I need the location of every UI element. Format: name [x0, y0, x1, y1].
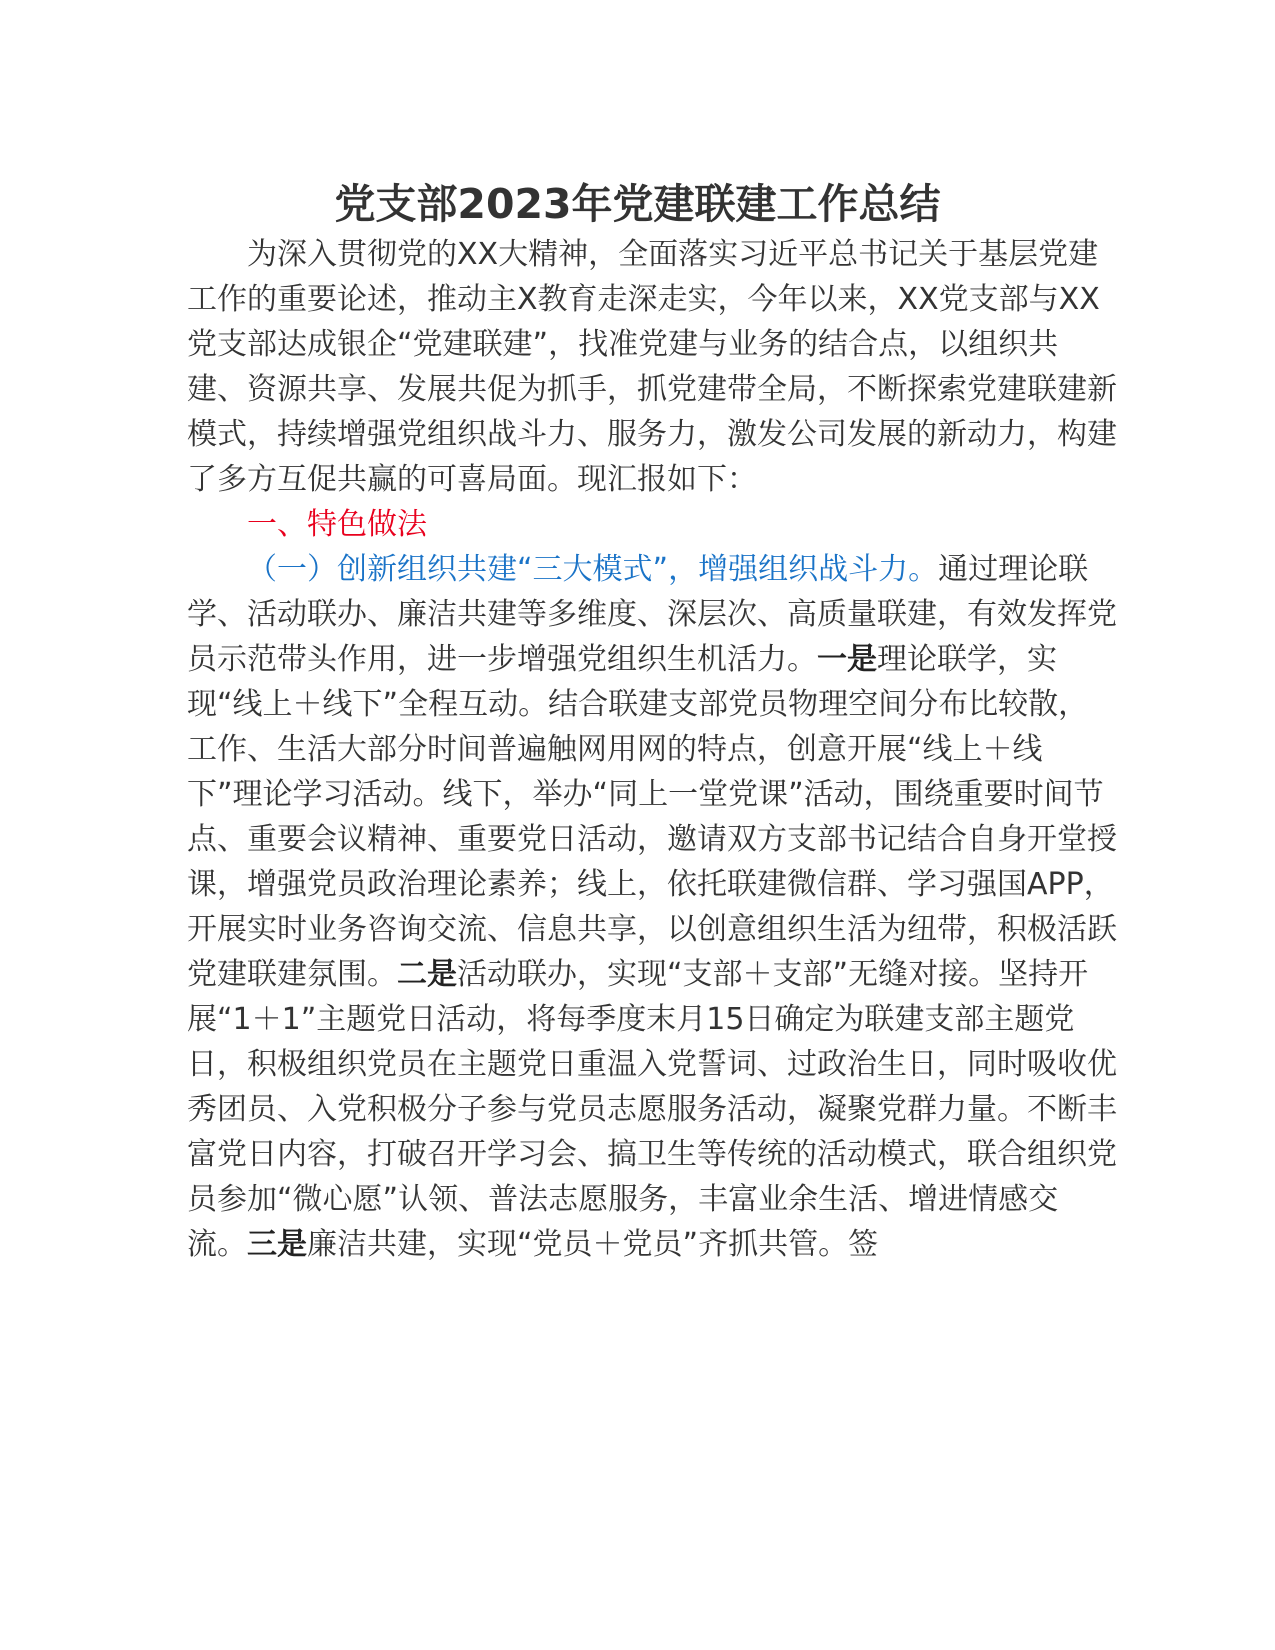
point-label-3: 三是	[247, 1227, 307, 1262]
document-body	[187, 232, 1117, 1267]
subsection-text: 通过理论联学、活动联办、廉洁共建等多维度、深层次、高质量联建，有效发挥党员示范带头作用，进一步增强党组织生机活力。	[187, 552, 1117, 677]
point-text-1: 理论联学，实现“线上＋线下”全程互动。结合联建支部党员物理空间分布比较散，工作、生活大部分时间普遍触网用网的特点，创意开展“线上＋线下”理论学习活动。线下，举办“同上一堂党课”活动，围绕重要时间节点、重要会议精神、重要党日活动，邀请双方支部书记结合自身开堂授课，增强党员政治理论素养；线上，依托联建微信群、学习强国APP，开展实时业务咨询交流、信息共享，以创意组织生活为纽带，积极活跃党建联建氛围。	[187, 642, 1117, 992]
intro-paragraph: 为深入贯彻党的XX大精神，全面落实习近平总书记关于基层党建工作的重要论述，推动主X教育走深走实，今年以来，XX党支部与XX党支部达成银企“党建联建”，找准党建与业务的结合点，以组织共建、资源共享、发展共促为抓手，抓党建带全局，不断探索党建联建新模式，持续增强党组织战斗力、服务力，激发公司发展的新动力，构建了多方互促共赢的可喜局面。现汇报如下：	[187, 237, 1117, 497]
document-title: 党支部2023年党建联建工作总结	[334, 180, 941, 228]
subsection-paragraph	[187, 547, 1117, 1267]
point-label-1: 一是	[817, 642, 877, 677]
section-heading	[187, 502, 1117, 547]
point-text-3: 廉洁共建，实现“党员＋党员”齐抓共管。签	[307, 1227, 879, 1262]
subsection-heading: （一）创新组织共建“三大模式”，增强组织战斗力。	[247, 552, 939, 587]
point-text-2: 活动联办，实现“支部＋支部”无缝对接。坚持开展“1＋1”主题党日活动，将每季度末月15日确定为联建支部主题党日，积极组织党员在主题党日重温入党誓词、过政治生日，同时吸收优秀团员、入党积极分子参与党员志愿服务活动，凝聚党群力量。不断丰富党日内容，打破召开学习会、搞卫生等传统的活动模式，联合组织党员参加“微心愿”认领、普法志愿服务，丰富业余生活、增进情感交流。	[187, 957, 1117, 1262]
section-heading-text: 一、特色做法	[247, 507, 427, 542]
point-label-2: 二是	[397, 957, 457, 992]
